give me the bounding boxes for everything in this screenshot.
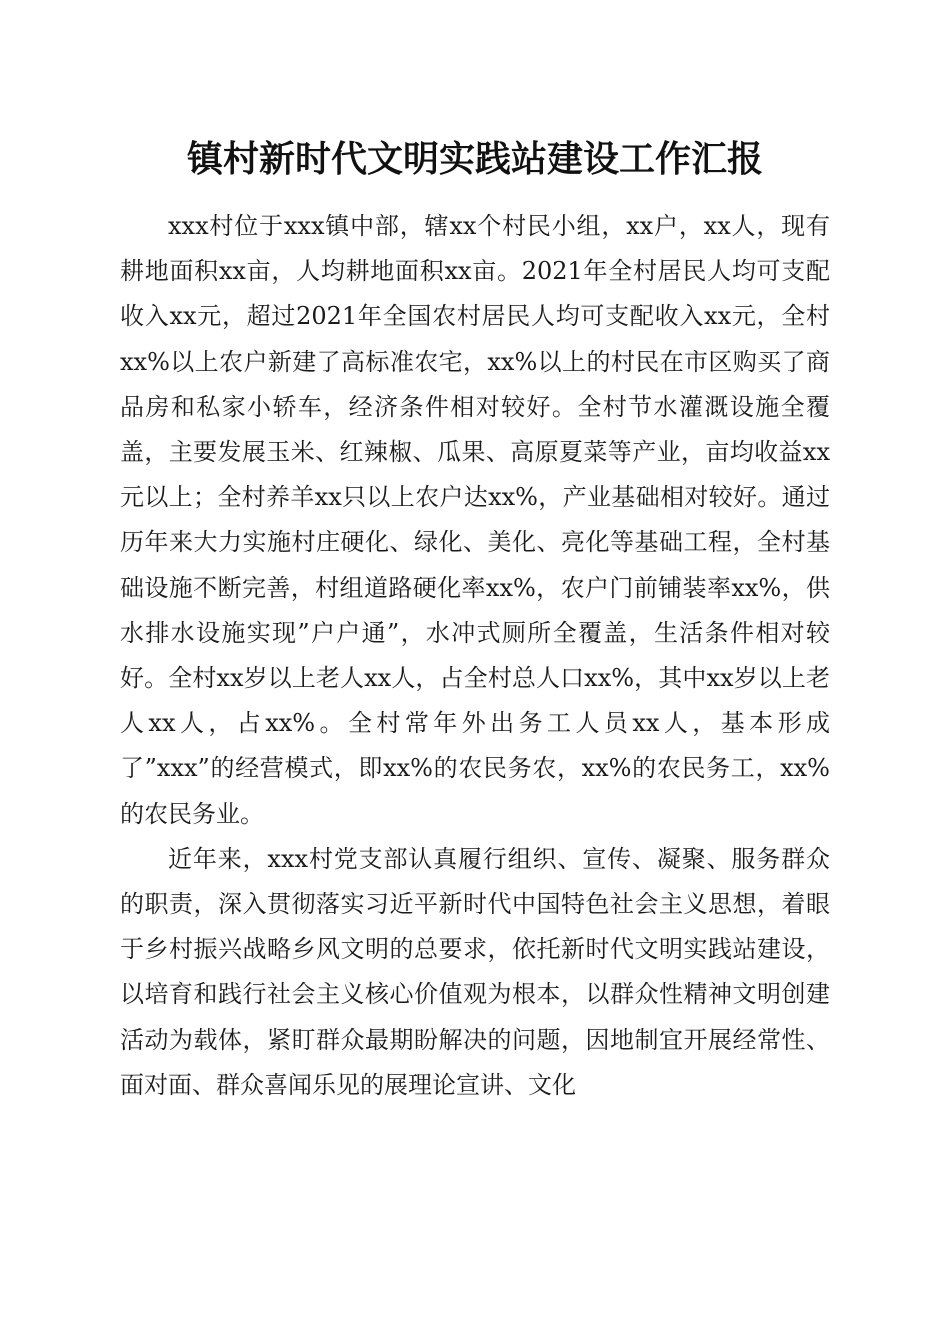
document-title: 镇村新时代文明实践站建设工作汇报 [186,138,763,180]
paragraph-village-overview: xxx村位于xxx镇中部，辖xx个村民小组，xx户，xx人，现有耕地面积xx亩，人均耕地面积xx亩。2021年全村居民人均可支配收入xx元，超过2021年全国农村居民人均可支配收入xx元，全村xx%以上农户新建了高标准农宅，xx%以上的村民在市区购买了商品房和私家小轿车，经济条件相对较好。全村节水灌溉设施全覆盖，主要发展玉米、红辣椒、瓜果、高原夏菜等产业，亩均收益xx元以上；全村养羊xx只以上农户达xx%，产业基础相对较好。通过历年来大力实施村庄硬化、绿化、美化、亮化等基础工程，全村基础设施不断完善，村组道路硬化率xx%，农户门前铺装率xx%，供水排水设施实现”户户通”，水冲式厕所全覆盖，生活条件相对较好。全村xx岁以上老人xx人，占全村总人口xx%，其中xx岁以上老人xx人，占xx%。全村常年外出务工人员xx人，基本形成了”xxx”的经营模式，即xx%的农民务农，xx%的农民务工，xx%的农民务业。 [120,212,830,828]
paragraph-recent-work: 近年来，xxx村党支部认真履行组织、宣传、凝聚、服务群众的职责，深入贯彻落实习近平新时代中国特色社会主义思想，着眼于乡村振兴战略乡风文明的总要求，依托新时代文明实践站建设，以培育和践行社会主义核心价值观为根本，以群众性精神文明创建活动为载体，紧盯群众最期盼解决的问题，因地制宜开展经常性、面对面、群众喜闻乐见的展理论宣讲、文化 [120,844,830,1099]
document-body [120,204,830,1108]
